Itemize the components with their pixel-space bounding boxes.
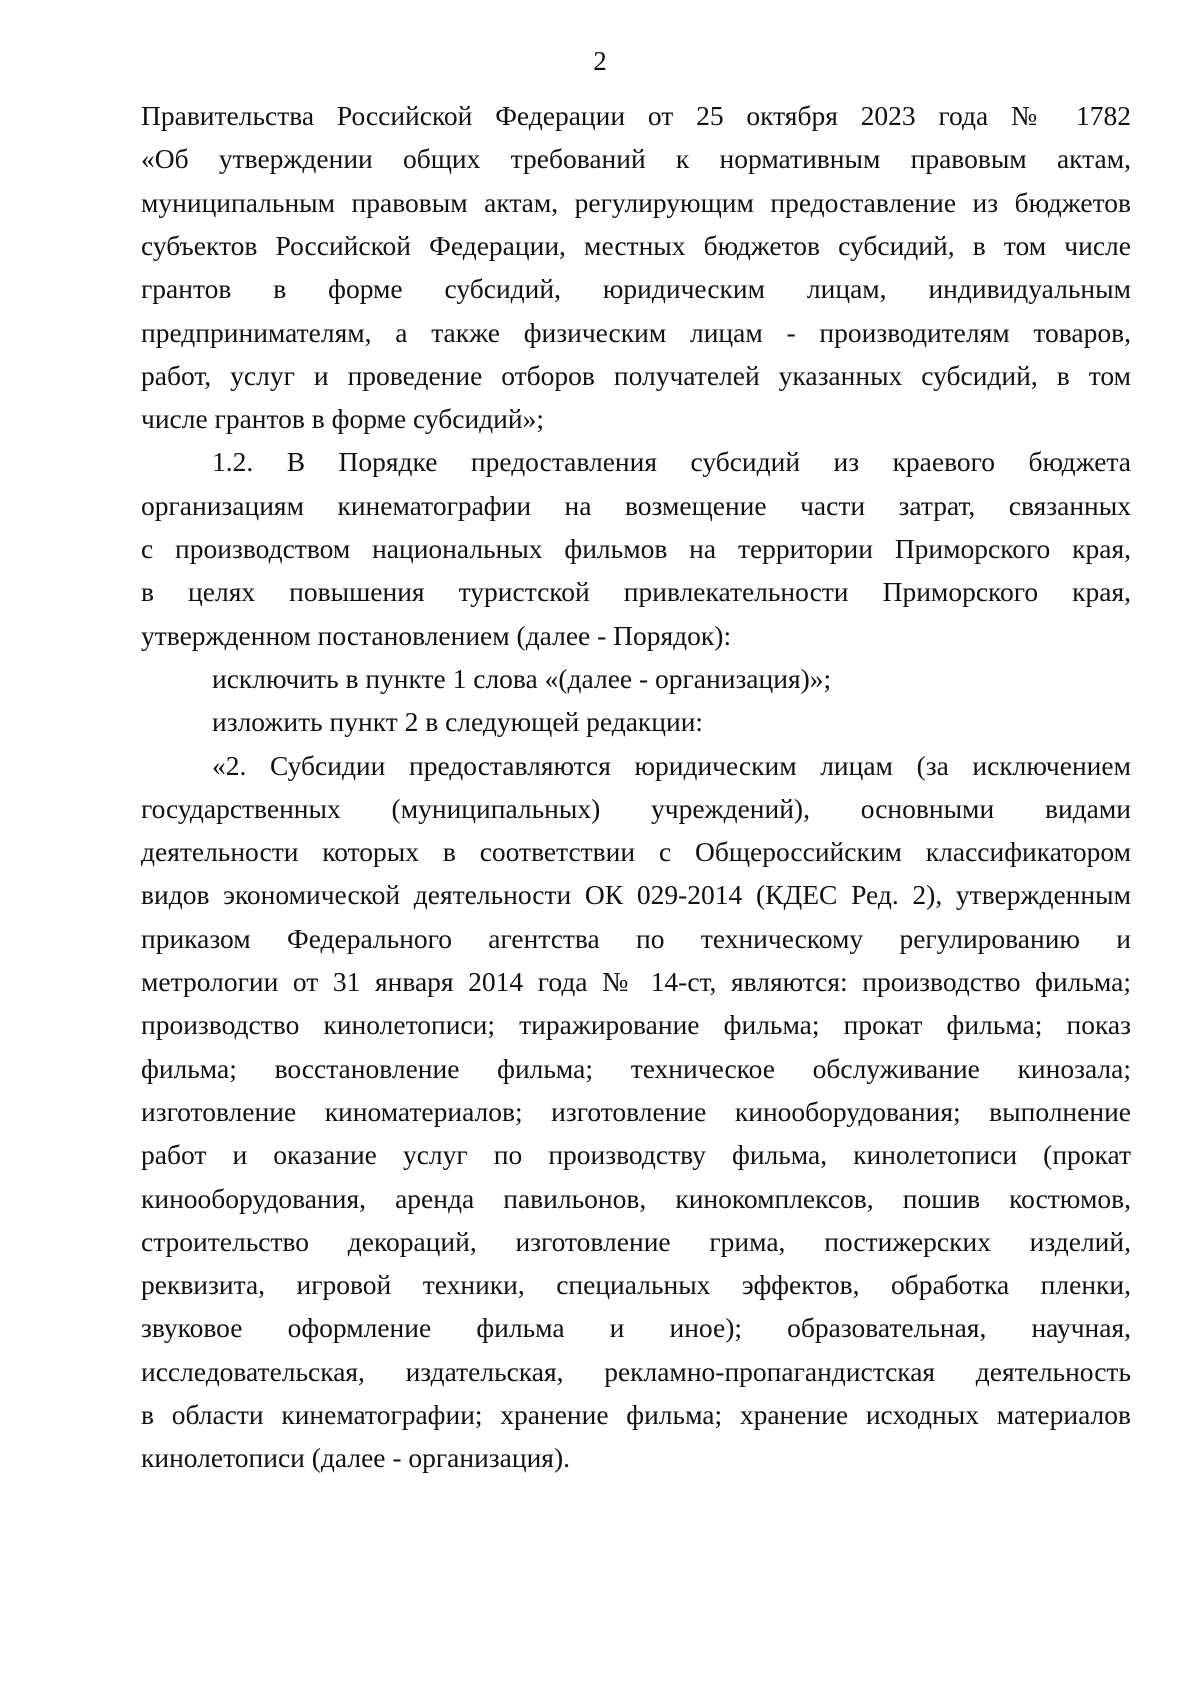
text-line: метрологии от 31 января 2014 года № 14-ст, являются: производство фильма; (141, 966, 1131, 997)
text-line: фильма; восстановление фильма; техническое обслуживание кинозала; (141, 1052, 1131, 1084)
text-line: изложить пункт 2 в следующей редакции: (212, 706, 704, 738)
text-line: в области кинематографии; хранение фильма; хранение исходных материалов (141, 1399, 1131, 1430)
text-line: грантов в форме субсидий, юридическим лицам, индивидуальным (141, 273, 1131, 305)
text-line: строительство декораций, изготовление грима, постижерских изделий, (141, 1225, 1131, 1257)
text-line: «2. Субсидии предоставляются юридическим лицам (за исключением (212, 749, 1131, 781)
page-number: 2 (593, 46, 607, 76)
text-line: звуковое оформление фильма и иное); образовательная, научная, (141, 1312, 1131, 1344)
text-line: исследовательская, издательская, рекламно-пропагандистская деятельность (141, 1355, 1131, 1387)
text-line: государственных (муниципальных) учреждений), основными видами (141, 792, 1131, 824)
text-line: изготовление киноматериалов; изготовление кинооборудования; выполнение (141, 1095, 1131, 1127)
text-line: Правительства Российской Федерации от 25 октября 2023 года № 1782 (141, 100, 1131, 131)
text-line: организациям кинематографии на возмещение части затрат, связанных (141, 489, 1131, 521)
text-line: кинолетописи (далее - организация). (141, 1442, 570, 1474)
text-line: видов экономической деятельности ОК 029-2014 (КДЕС Ред. 2), утвержденным (141, 879, 1131, 911)
text-line: в целях повышения туристской привлекательности Приморского края, (141, 576, 1131, 608)
text-line: предпринимателям, а также физическим лицам - производителям товаров, (141, 316, 1131, 348)
text-line: «Об утверждении общих требований к нормативным правовым актам, (141, 143, 1131, 175)
text-line: деятельности которых в соответствии с Общероссийским классификатором (141, 836, 1131, 868)
text-line: реквизита, игровой техники, специальных эффектов, обработка пленки, (141, 1269, 1131, 1301)
text-line: муниципальным правовым актам, регулирующим предоставление из бюджетов (141, 186, 1131, 218)
text-line: работ и оказание услуг по производству фильма, кинолетописи (прокат (141, 1139, 1131, 1171)
text-line: работ, услуг и проведение отборов получателей указанных субсидий, в том (141, 359, 1131, 391)
text-line: 1.2. В Порядке предоставления субсидий из краевого бюджета (212, 446, 1131, 478)
text-line: числе грантов в форме субсидий»; (141, 403, 544, 435)
text-line: исключить в пункте 1 слова «(далее - организация)»; (212, 662, 832, 694)
text-line: с производством национальных фильмов на территории Приморского края, (141, 533, 1131, 564)
text-line: кинооборудования, аренда павильонов, кинокомплексов, пошив костюмов, (141, 1182, 1131, 1214)
text-line: утвержденном постановлением (далее - Порядок): (141, 619, 732, 651)
text-line: производство кинолетописи; тиражирование фильма; прокат фильма; показ (141, 1009, 1131, 1041)
text-line: приказом Федерального агентства по техническому регулированию и (141, 922, 1131, 954)
text-line: субъектов Российской Федерации, местных бюджетов субсидий, в том числе (141, 229, 1131, 261)
